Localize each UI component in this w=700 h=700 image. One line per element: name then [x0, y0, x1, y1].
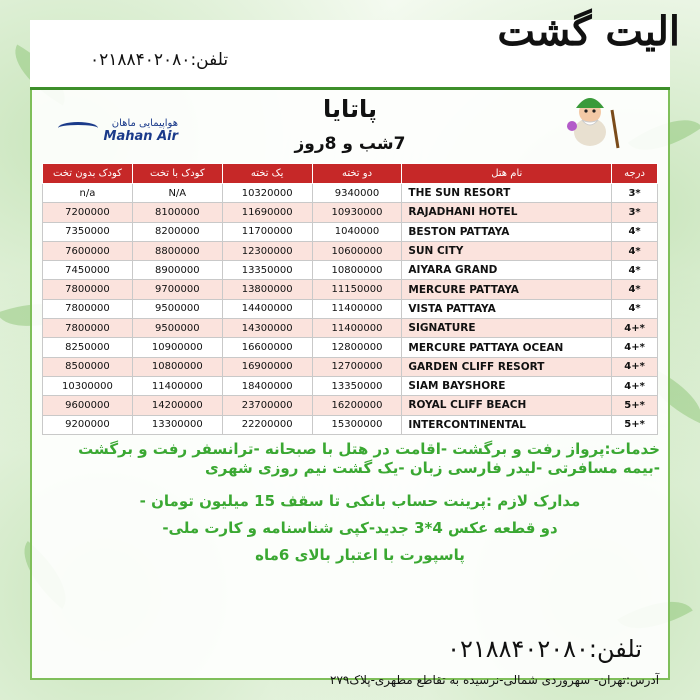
- documents-line: دو قطعه عکس 4*3 جدید-کپی شناسنامه و کارت ملی-: [162, 519, 558, 537]
- cell-child-nobed: 7200000: [43, 203, 133, 222]
- cell-double: 11400000: [312, 319, 402, 338]
- cell-single: 11690000: [222, 203, 312, 222]
- cell-child-bed: 11400000: [132, 376, 222, 395]
- cell-double: 11400000: [312, 299, 402, 318]
- mahan-air-logo: [58, 118, 178, 158]
- cell-single: 23700000: [222, 396, 312, 415]
- cell-hotel-name: RAJADHANI HOTEL: [402, 203, 612, 222]
- cell-child-nobed: 7800000: [43, 319, 133, 338]
- table-row: [43, 319, 658, 338]
- table-row: [43, 299, 658, 318]
- cell-hotel-name: MERCURE PATTAYA: [402, 280, 612, 299]
- cell-child-nobed: 7600000: [43, 241, 133, 260]
- cell-rating: 4+*: [612, 376, 658, 395]
- cell-rating: 4*: [612, 222, 658, 241]
- cell-child-nobed: 7800000: [43, 280, 133, 299]
- cell-child-nobed: 9200000: [43, 415, 133, 434]
- table-row: [43, 338, 658, 357]
- cell-rating: 4*: [612, 280, 658, 299]
- cell-hotel-name: AIYARA GRAND: [402, 261, 612, 280]
- table-row: [43, 280, 658, 299]
- cell-child-bed: N/A: [132, 184, 222, 203]
- cell-single: 13350000: [222, 261, 312, 280]
- table-row: [43, 396, 658, 415]
- cell-hotel-name: GARDEN CLIFF RESORT: [402, 357, 612, 376]
- documents-line: مدارک لازم :پرینت حساب بانکی تا سقف 15 میلیون تومان -: [139, 492, 581, 510]
- table-row: [43, 415, 658, 434]
- cell-child-bed: 14200000: [132, 396, 222, 415]
- cell-hotel-name: THE SUN RESORT: [402, 184, 612, 203]
- cell-hotel-name: ROYAL CLIFF BEACH: [402, 396, 612, 415]
- cell-hotel-name: INTERCONTINENTAL: [402, 415, 612, 434]
- table-row: [43, 376, 658, 395]
- cell-single: 16600000: [222, 338, 312, 357]
- airline-wing-icon: [58, 122, 98, 134]
- table-row: [43, 184, 658, 203]
- cell-single: 18400000: [222, 376, 312, 395]
- cell-child-bed: 8100000: [132, 203, 222, 222]
- cell-double: 10800000: [312, 261, 402, 280]
- cell-double: 10600000: [312, 241, 402, 260]
- cell-rating: 4*: [612, 261, 658, 280]
- column-header-hotel: نام هتل: [402, 164, 612, 184]
- column-header-single: یک تخته: [222, 164, 312, 184]
- column-header-child-nobed: کودک بدون تخت: [43, 164, 133, 184]
- tour-duration: 7شب و 8روز: [294, 134, 406, 154]
- cell-double: 12700000: [312, 357, 402, 376]
- cell-single: 16900000: [222, 357, 312, 376]
- table-row: [43, 241, 658, 260]
- cell-rating: 5+*: [612, 415, 658, 434]
- cell-hotel-name: SIGNATURE: [402, 319, 612, 338]
- services-text: [60, 440, 660, 478]
- table-row: [43, 261, 658, 280]
- cell-child-bed: 13300000: [132, 415, 222, 434]
- hotel-price-table: [42, 163, 658, 435]
- cell-child-bed: 8800000: [132, 241, 222, 260]
- table-header-row: [43, 164, 658, 184]
- brand-title: الیت گشت: [497, 8, 680, 55]
- cell-child-bed: 8900000: [132, 261, 222, 280]
- cell-rating: 3*: [612, 184, 658, 203]
- table-row: [43, 203, 658, 222]
- cell-child-nobed: 9600000: [43, 396, 133, 415]
- cell-single: 13800000: [222, 280, 312, 299]
- cell-single: 22200000: [222, 415, 312, 434]
- cell-hotel-name: MERCURE PATTAYA OCEAN: [402, 338, 612, 357]
- services-line: -بیمه مسافرتی -لیدر فارسی زبان -یک گشت نیم روزی شهری: [205, 459, 660, 477]
- destination-title: پاتایا: [322, 95, 378, 123]
- table-row: [43, 222, 658, 241]
- cell-rating: 4*: [612, 241, 658, 260]
- cell-rating: 4+*: [612, 338, 658, 357]
- cell-child-bed: 10800000: [132, 357, 222, 376]
- column-header-double: دو تخته: [312, 164, 402, 184]
- cell-child-bed: 9500000: [132, 319, 222, 338]
- cell-double: 12800000: [312, 338, 402, 357]
- phone-top: تلفن:۰۲۱۸۸۴۰۲۰۸۰: [90, 50, 229, 70]
- cell-child-nobed: 8250000: [43, 338, 133, 357]
- cell-hotel-name: VISTA PATTAYA: [402, 299, 612, 318]
- cell-double: 1040000: [312, 222, 402, 241]
- airline-name-fa: هواپیمایی ماهان: [111, 118, 178, 129]
- cell-rating: 5+*: [612, 396, 658, 415]
- cell-double: 16200000: [312, 396, 402, 415]
- cell-child-nobed: n/a: [43, 184, 133, 203]
- cell-hotel-name: SUN CITY: [402, 241, 612, 260]
- cell-rating: 3*: [612, 203, 658, 222]
- column-header-child-bed: کودک با تخت: [132, 164, 222, 184]
- documents-text: [60, 488, 660, 569]
- footer-address: آدرس:تهران- سهروردی شمالی-نرسیده به تقاطع مطهری-پلاک۲۷۹: [330, 673, 660, 687]
- cell-single: 11700000: [222, 222, 312, 241]
- cell-child-nobed: 8500000: [43, 357, 133, 376]
- cell-single: 10320000: [222, 184, 312, 203]
- cell-rating: 4*: [612, 299, 658, 318]
- cell-double: 13350000: [312, 376, 402, 395]
- cell-hotel-name: SIAM BAYSHORE: [402, 376, 612, 395]
- services-line: خدمات:پرواز رفت و برگشت -اقامت در هتل با صبحانه -ترانسفر رفت و برگشت: [78, 440, 660, 458]
- cell-child-nobed: 10300000: [43, 376, 133, 395]
- cell-double: 11150000: [312, 280, 402, 299]
- documents-line: پاسپورت با اعتبار بالای 6ماه: [255, 546, 465, 564]
- column-header-rating: درجه: [612, 164, 658, 184]
- airline-name-en: Mahan Air: [103, 129, 178, 144]
- cell-child-nobed: 7450000: [43, 261, 133, 280]
- cell-child-bed: 9700000: [132, 280, 222, 299]
- cell-child-bed: 9500000: [132, 299, 222, 318]
- cell-single: 14300000: [222, 319, 312, 338]
- cell-double: 10930000: [312, 203, 402, 222]
- cell-rating: 4+*: [612, 319, 658, 338]
- cell-child-nobed: 7350000: [43, 222, 133, 241]
- cell-child-bed: 10900000: [132, 338, 222, 357]
- cell-double: 15300000: [312, 415, 402, 434]
- table-row: [43, 357, 658, 376]
- cell-double: 9340000: [312, 184, 402, 203]
- footer-phone: تلفن:۰۲۱۸۸۴۰۲۰۸۰: [447, 635, 642, 663]
- cell-single: 14400000: [222, 299, 312, 318]
- cell-rating: 4+*: [612, 357, 658, 376]
- cell-child-nobed: 7800000: [43, 299, 133, 318]
- mascot-icon: [560, 90, 630, 150]
- cell-hotel-name: BESTON PATTAYA: [402, 222, 612, 241]
- cell-child-bed: 8200000: [132, 222, 222, 241]
- cell-single: 12300000: [222, 241, 312, 260]
